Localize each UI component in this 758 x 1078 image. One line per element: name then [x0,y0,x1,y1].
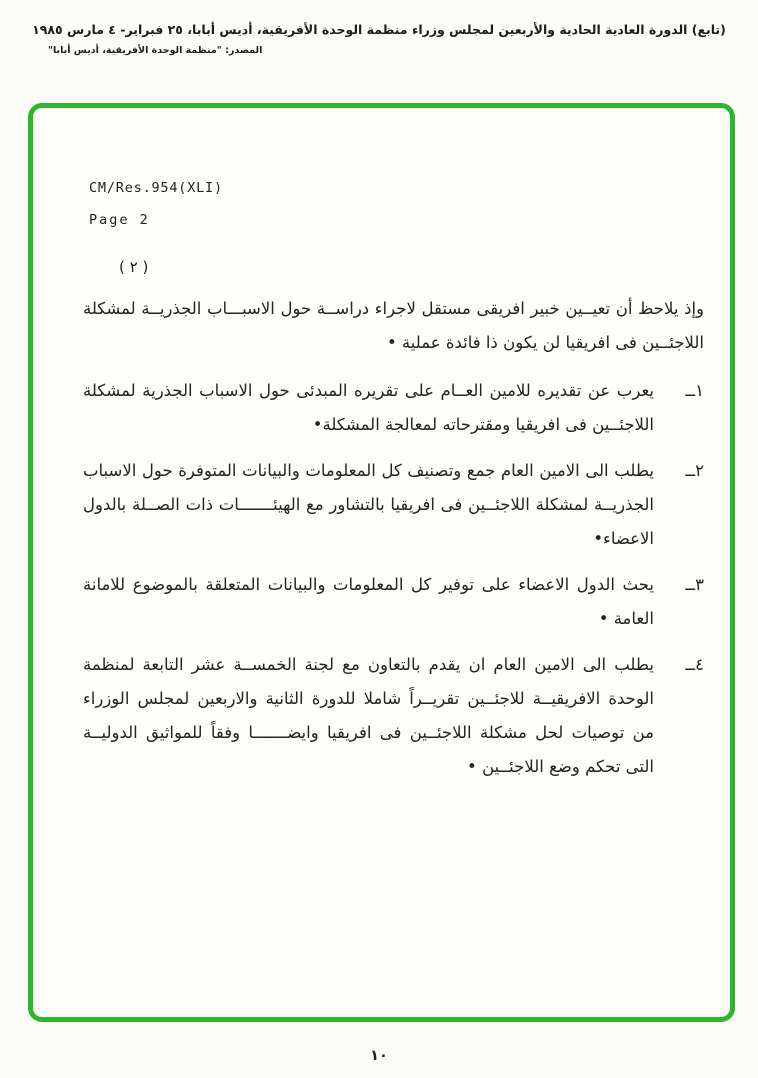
item-2-number: ٢ــ [685,461,704,480]
item-1-number: ١ــ [685,381,704,400]
header-source-line: المصدر: "منظمة الوحدة الأفريقية، أديس أبابا" [48,45,263,56]
item-3-number: ٣ــ [685,575,704,594]
section-number: ( ٢ ) [119,258,149,276]
page-number: ١٠ [370,1048,388,1064]
document-page-label: Page 2 [89,212,150,228]
resolution-item-3 [83,568,704,636]
item-3-text: يحث الدول الاعضاء على توفير كل المعلومات والبيانات المتعلقة بالموضوع للامانة العامة • [83,575,654,628]
item-2-text: يطلب الى الامين العام جمع وتصنيف كل المعلومات والبيانات المتوفرة حول الاسباب الجذريــة لمشكلة اللاجئــين فى افريقيا بالتشاور مع الهيئـــــــات ذات الصــلة بالدول الاعضاء• [83,461,654,548]
document-scan-frame [28,103,735,1022]
resolution-body [83,292,704,796]
resolution-item-1 [83,374,704,442]
resolution-item-2 [83,454,704,556]
document-reference: CM/Res.954(XLI) [89,180,223,196]
item-4-text: يطلب الى الامين العام ان يقدم بالتعاون مع لجنة الخمســة عشر التابعة لمنظمة الوحدة الافريقيــة للاجئــين تقريــراً شاملا للدورة الثانية والاربعين لمجلس الوزراء من توصيات لحل مشكلة اللاجئــين فى افريقيا وايضـــــــا وفقاً للمواثيق الدوليــة التى تحكم وضع اللاجئــين • [83,655,654,776]
preamble-paragraph: وإذ يلاحظ أن تعيــين خبير افريقى مستقل لاجراء دراســة حول الاسبـــاب الجذريــة لمشكلة اللاجئــين فى افريقيا لن يكون ذا فائدة عملية • [83,299,704,352]
item-1-text: يعرب عن تقديره للامين العــام على تقريره المبدئى حول الاسباب الجذرية لمشكلة اللاجئــين فى افريقيا ومقترحاته لمعالجة المشكلة• [83,381,654,434]
item-4-number: ٤ــ [685,655,704,674]
resolution-item-4 [83,648,704,784]
header-session-title: (تابع) الدورة العادية الحادية والأربعين لمجلس وزراء منظمة الوحدة الأفريقية، أديس أبابا، ٢٥ فبراير- ٤ مارس ١٩٨٥ [32,22,726,37]
catalog-header [0,22,758,56]
